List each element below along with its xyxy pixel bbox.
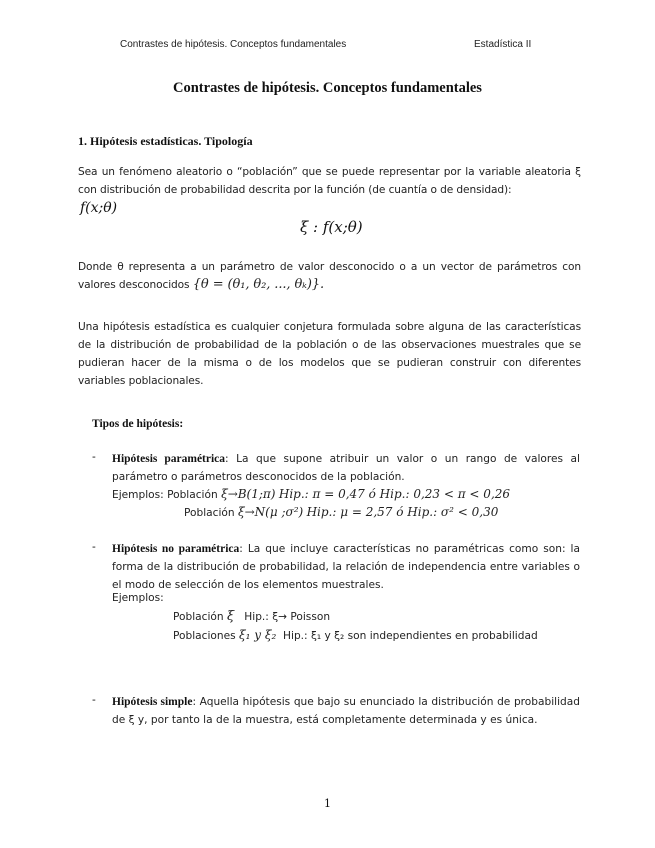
simple-term: Hipótesis simple bbox=[112, 696, 193, 708]
parametric-term: Hipótesis paramétrica bbox=[112, 453, 226, 465]
example-hypothesis: Hip.: π = 0,47 ó Hip.: 0,23 < π < 0,26 bbox=[278, 487, 511, 501]
example-variable: ξ bbox=[227, 609, 235, 624]
example-distribution: ξ→B(1;π) bbox=[221, 487, 276, 501]
example-hypothesis: Hip.: ξ₁ y ξ₂ son independientes en probabilidad bbox=[283, 630, 538, 642]
running-header-right: Estadística II bbox=[474, 39, 532, 50]
example-label: Población bbox=[173, 611, 224, 623]
parameter-vector-formula: {θ = (θ₁, θ₂, ..., θₖ)}. bbox=[192, 277, 325, 292]
nonparametric-examples-label: Ejemplos: bbox=[112, 592, 164, 604]
running-header-left: Contrastes de hipótesis. Conceptos fundamentales bbox=[120, 39, 347, 50]
simple-text: : Aquella hipótesis que bajo su enunciado la distribución de probabilidad de ξ y, por tanto la de la muestra, está completamente determinada y es única. bbox=[112, 696, 580, 726]
example-label: Poblaciones bbox=[173, 630, 236, 642]
bullet-marker: - bbox=[92, 694, 96, 706]
page-title: Contrastes de hipótesis. Conceptos fundamentales bbox=[173, 80, 482, 96]
nonparametric-term: Hipótesis no paramétrica bbox=[112, 543, 240, 555]
paragraph-intro: Sea un fenómeno aleatorio o “población” que se puede representar por la variable aleatoria ξ con distribución de probabilidad descrita por la función (de cuantía o de densidad): bbox=[78, 166, 581, 196]
parametric-example-2 bbox=[184, 505, 498, 519]
bullet-marker: - bbox=[92, 541, 96, 553]
bullet-marker: - bbox=[92, 451, 96, 463]
nonparametric-example-2 bbox=[173, 628, 538, 642]
parameter-text: Donde θ representa a un parámetro de valor desconocido o a un vector de parámetros con valores desconocidos bbox=[78, 261, 581, 291]
paragraph-definition: Una hipótesis estadística es cualquier conjetura formulada sobre alguna de las características de la distribución de probabilidad de la población o de las observaciones muestrales que se pudieran hacer de la misma o de los modelos que se pudieran construir con diferentes variables poblacionales. bbox=[78, 321, 581, 387]
types-heading: Tipos de hipótesis: bbox=[92, 418, 184, 430]
example-variables: ξ₁ y ξ₂ bbox=[239, 628, 277, 642]
parametric-hypothesis-item bbox=[112, 450, 580, 486]
nonparametric-example-1 bbox=[173, 609, 330, 624]
page-number: 1 bbox=[324, 797, 331, 810]
example-label: Ejemplos: Población bbox=[112, 489, 218, 501]
nonparametric-hypothesis-item bbox=[112, 540, 580, 594]
simple-hypothesis-item bbox=[112, 693, 580, 729]
example-label: Población bbox=[184, 507, 235, 519]
function-label: f(x;θ) bbox=[80, 200, 118, 216]
example-distribution: ξ→N(μ ;σ²) bbox=[238, 505, 304, 519]
parametric-example-1 bbox=[112, 487, 510, 501]
example-hypothesis: Hip.: ξ→ Poisson bbox=[244, 611, 331, 623]
parametric-text: : La que supone atribuir un valor o un rango de valores al parámetro o parámetros desconocidos de la población. bbox=[112, 453, 580, 483]
section-heading: 1. Hipótesis estadísticas. Tipología bbox=[78, 134, 253, 148]
display-formula: ξ : f(x;θ) bbox=[300, 218, 363, 236]
nonparametric-text: : La que incluye características no paramétricas como son: la forma de la distribución de probabilidad, la relación de independencia entre variables o el modo de selección de los elementos muestrales. bbox=[112, 543, 580, 591]
example-hypothesis: Hip.: μ = 2,57 ó Hip.: σ² < 0,30 bbox=[306, 505, 499, 519]
paragraph-parameter bbox=[78, 258, 581, 294]
